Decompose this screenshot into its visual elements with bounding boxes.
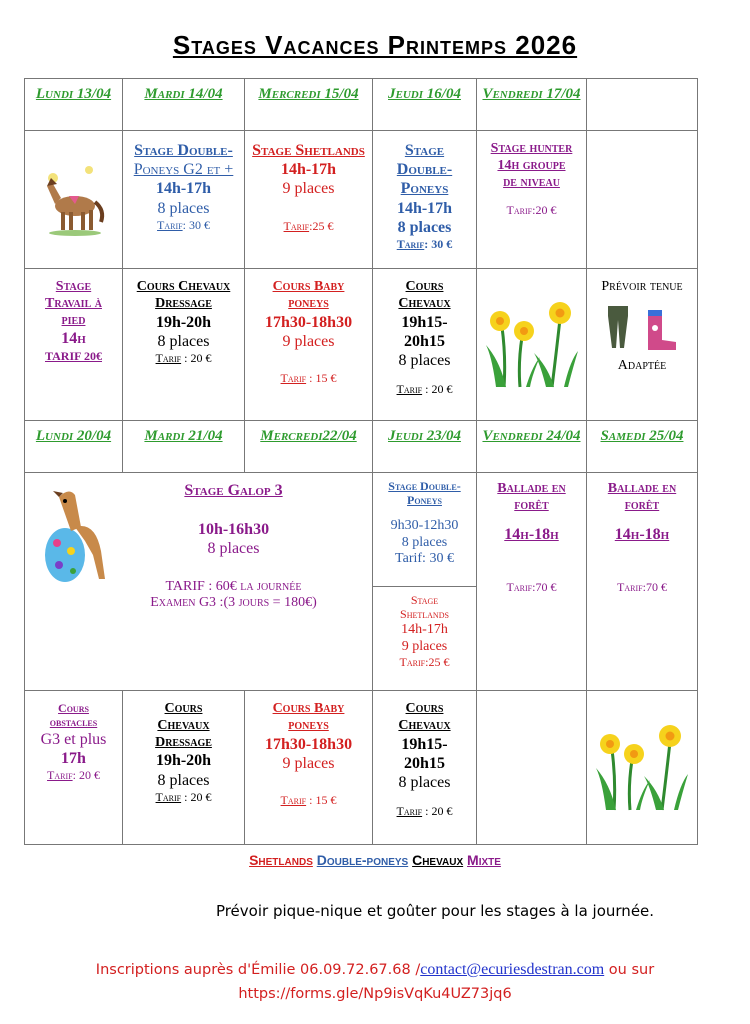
ballade-title: Ballade en	[497, 481, 566, 496]
stage-title: Poneys	[407, 493, 442, 508]
boots-icon	[602, 304, 682, 352]
stage-title: 14h groupe	[497, 157, 566, 173]
day-header: Samedi 25/04	[587, 421, 698, 473]
vendredi-ballade-cell	[477, 473, 587, 691]
schedule-table	[24, 78, 698, 845]
course-title: Stage	[55, 279, 92, 294]
course-time: 19h-20h	[155, 752, 212, 770]
course-time: 19h-20h	[155, 313, 212, 331]
stage-places: 8 places	[401, 534, 448, 550]
tarif-value: : 20 €	[181, 789, 212, 804]
course-title: Cours Baby	[272, 701, 345, 716]
stage-title: de niveau	[503, 174, 560, 190]
course-title: Cours	[405, 701, 444, 716]
lundi-obstacles-cell	[25, 691, 123, 845]
day-header: Vendredi 17/04	[477, 79, 587, 131]
stage-time: 14h-17h	[401, 621, 448, 637]
lundi-travail-cell	[25, 269, 123, 421]
color-legend	[0, 852, 750, 868]
ballade-title: forêt	[624, 497, 660, 513]
course-places: 9 places	[282, 754, 335, 772]
course-title: Dressage	[155, 734, 212, 750]
daffodil-cell	[587, 691, 698, 845]
samedi-ballade-cell	[587, 473, 698, 691]
course-time: 17h30-18h30	[264, 313, 353, 331]
course-title: Cours	[405, 279, 444, 294]
tarif-label: Tarif	[155, 789, 182, 804]
course-time: 20h15	[404, 332, 445, 350]
stage-places: 8 places	[157, 199, 210, 217]
tarif-label: Tarif	[280, 370, 307, 385]
email-link[interactable]: contact@ecuriesdestran.com	[420, 961, 605, 978]
day-header: Jeudi 16/04	[373, 79, 477, 131]
galop-time: 10h-16h30	[197, 521, 270, 539]
course-title: Dressage	[155, 295, 212, 311]
tarif-value: : 30 €	[424, 236, 453, 251]
tenue-cell	[587, 269, 698, 421]
stage-places: 8 places	[397, 218, 452, 236]
tarif: Tarif:20 €	[506, 203, 557, 218]
galop-title: Stage Galop 3	[184, 482, 283, 499]
tarif-label: Tarif	[155, 350, 182, 365]
galop-tarif: TARIF : 60€ la journée	[165, 578, 302, 594]
contact-suffix: ou sur	[604, 962, 655, 978]
tarif-value: : 20 €	[181, 350, 212, 365]
picnic-note-text: Prévoir pique-nique et goûter pour les stages à la journée.	[215, 902, 655, 920]
week1-afternoon-row	[25, 131, 698, 269]
stage-title: Stage Shetlands	[252, 142, 365, 159]
day-header: Mardi 14/04	[123, 79, 245, 131]
stage-title: Stage Double-	[388, 479, 461, 493]
pony-icon	[39, 160, 109, 240]
ballade-time: 14h-18h	[504, 525, 559, 543]
jeudi-chevaux-cell	[373, 691, 477, 845]
ballade-tarif: Tarif:70 €	[617, 579, 667, 594]
ballade-tarif: Tarif:70 €	[506, 579, 557, 594]
course-title: Cours	[164, 701, 203, 716]
mercredi-baby-cell	[245, 269, 373, 421]
day-header: Mercredi 15/04	[245, 79, 373, 131]
tarif-label: Tarif	[283, 218, 310, 233]
tarif-value: : 15 €	[306, 370, 337, 385]
tarif-value: : 30 €	[182, 217, 210, 232]
horse-egg-icon	[35, 481, 115, 591]
week1-evening-row	[25, 269, 698, 421]
course-places: 8 places	[157, 771, 210, 789]
legend-mixte: Mixte	[467, 852, 501, 868]
tarif-label: Tarif	[396, 804, 423, 819]
course-title: Cours Baby	[272, 279, 345, 294]
course-title: pied	[61, 312, 86, 328]
course-title: obstacles	[49, 715, 98, 730]
empty-cell	[587, 131, 698, 269]
day-header: Mercredi22/04	[245, 421, 373, 473]
contact-block	[0, 958, 750, 1005]
course-time: 17h30-18h30	[264, 735, 353, 753]
week2-evening-row	[25, 691, 698, 845]
vendredi-stage-cell	[477, 131, 587, 269]
picnic-note	[0, 902, 750, 920]
course-title: Chevaux	[157, 717, 210, 733]
tarif-label: Tarif	[396, 382, 423, 397]
course-level: G3 et plus	[40, 730, 107, 748]
galop-examen: Examen G3 :(3 jours = 180€)	[150, 595, 317, 611]
daffodil-icon	[482, 297, 582, 392]
week1-header-row	[25, 79, 698, 131]
empty-cell	[587, 79, 698, 131]
stage-places: 9 places	[401, 638, 448, 654]
ballade-title: forêt	[514, 497, 549, 513]
stage-title: Double-	[396, 161, 453, 179]
course-title: Travail à	[45, 295, 102, 311]
stage-title: Shetlands	[400, 607, 449, 622]
course-time: 19h15-	[401, 313, 448, 331]
stage-title: Stage	[410, 593, 439, 607]
tarif-label: Tarif	[280, 792, 307, 807]
stage-tarif: Tarif:25 €	[399, 655, 450, 670]
course-title: Cours	[58, 701, 89, 715]
course-title: Chevaux	[398, 295, 451, 311]
day-header: Lundi 20/04	[25, 421, 123, 473]
legend-chevaux: Chevaux	[412, 852, 464, 868]
legend-double-poneys: Double-poneys	[316, 852, 409, 868]
stage-title: Stage Double-	[134, 142, 233, 159]
course-time: 19h15-	[401, 735, 448, 753]
empty-cell	[477, 691, 587, 845]
jeudi-chevaux-cell	[373, 269, 477, 421]
ballade-title: Ballade en	[607, 481, 677, 496]
course-places: 9 places	[282, 332, 335, 350]
mardi-dressage-cell	[123, 269, 245, 421]
day-header: Vendredi 24/04	[477, 421, 587, 473]
course-places: 8 places	[157, 332, 210, 350]
mercredi-baby-cell	[245, 691, 373, 845]
tarif-value: : 20 €	[422, 804, 453, 819]
stage-title: Stage	[404, 142, 445, 159]
stage-time: 14h-17h	[280, 161, 337, 179]
tarif-label: Tarif	[157, 217, 183, 232]
mercredi-stage-cell	[245, 131, 373, 269]
stage-tarif: Tarif: 30 €	[395, 551, 454, 567]
course-time: 14h	[61, 330, 86, 348]
ballade-time: 14h-18h	[614, 525, 670, 543]
mardi-dressage-cell	[123, 691, 245, 845]
jeudi-pm-stage-cell	[373, 587, 477, 691]
form-url[interactable]: https://forms.gle/Np9isVqKu4UZ73jq6	[238, 985, 512, 1002]
mardi-stage-cell	[123, 131, 245, 269]
jeudi-stage-cell	[373, 131, 477, 269]
course-time: 20h15	[404, 754, 445, 772]
stage-title: Poneys G2 et +	[133, 161, 234, 179]
tarif: TARIF 20€	[45, 348, 102, 363]
page-title: Stages Vacances Printemps 2026	[172, 30, 578, 60]
tarif-value: :25 €	[309, 218, 334, 233]
galop-places: 8 places	[207, 540, 260, 558]
tenue-note: Adaptée	[617, 357, 667, 373]
course-title: Cours Chevaux	[136, 279, 231, 294]
day-header: Mardi 21/04	[123, 421, 245, 473]
stage-time: 14h-17h	[155, 180, 212, 198]
stage-time: 9h30-12h30	[390, 517, 459, 533]
stage-time: 14h-17h	[396, 199, 453, 217]
day-header: Jeudi 23/04	[373, 421, 477, 473]
stage-title: Stage hunter	[490, 141, 573, 156]
week2-day-row-a	[25, 473, 698, 587]
course-time: 17h	[61, 749, 86, 767]
course-places: 8 places	[398, 773, 451, 791]
course-places: 8 places	[398, 351, 451, 369]
contact-prefix: Inscriptions auprès d'Émilie 06.09.72.67.68 /	[95, 962, 421, 978]
tarif-value: : 20 €	[422, 382, 453, 397]
day-header: Lundi 13/04	[25, 79, 123, 131]
tarif-label: Tarif	[47, 768, 73, 783]
galop-stage-cell	[25, 473, 373, 691]
jeudi-am-stage-cell	[373, 473, 477, 587]
tarif-value: : 20 €	[72, 768, 100, 783]
tenue-note: Prévoir tenue	[601, 279, 683, 294]
tarif-label: Tarif	[396, 236, 425, 251]
course-title: poneys	[288, 717, 329, 733]
stage-title: Poneys	[400, 180, 449, 198]
stage-places: 9 places	[282, 180, 335, 198]
week2-header-row	[25, 421, 698, 473]
course-title: poneys	[288, 295, 329, 311]
legend-shetlands: Shetlands	[249, 852, 313, 868]
daffodil-cell	[477, 269, 587, 421]
pony-picture-cell	[25, 131, 123, 269]
tarif-value: : 15 €	[306, 792, 337, 807]
course-title: Chevaux	[398, 717, 451, 733]
daffodil-icon	[592, 720, 692, 815]
